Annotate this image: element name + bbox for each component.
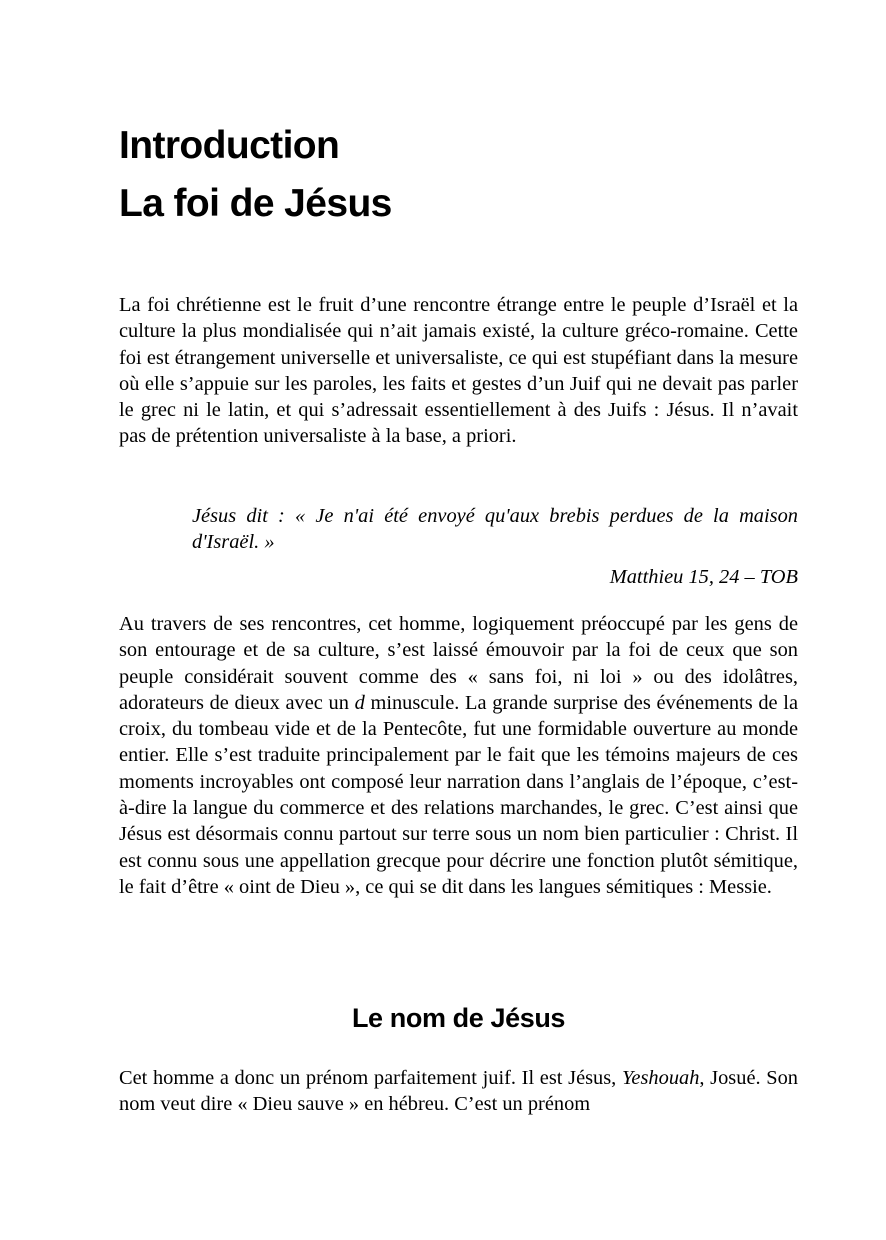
bible-quote: Jésus dit : « Je n'ai été envoyé qu'aux brebis perdues de la maison d'Israël. » (192, 505, 798, 554)
paragraph-2-italic-d: d (354, 691, 365, 714)
paragraph-3-italic-name: Yeshouah (621, 1067, 700, 1089)
chapter-title-line-1: Introduction (119, 124, 340, 167)
paragraph-3-part-2: , Josué. Son nom veut dire « Dieu sauve » en hébreu. C’est un prénom (119, 1067, 798, 1116)
section-heading: Le nom de Jésus (351, 1003, 566, 1033)
bible-quote-reference: Matthieu 15, 24 – TOB (609, 566, 798, 588)
paragraph-3-part-1: Cet homme a donc un prénom parfaitement juif. Il est Jésus, (119, 1067, 622, 1089)
paragraph-2-part-1: Au travers de ses rencontres, cet homme, logiquement préoccupé par les gens de son entourage et de sa culture, s’est laissé émouvoir par la foi de ceux que son peuple considérait souvent comme des « sans foi, ni loi » ou des idolâtres, adorateurs de dieux avec un (119, 613, 798, 714)
chapter-title-line-2: La foi de Jésus (119, 182, 392, 225)
chapter-title (119, 117, 392, 233)
paragraph-2-part-2: minuscule. La grande surprise des événements de la croix, du tombeau vide et de la Pentecôte, fut une formidable ouverture au monde entier. Elle s’est traduite principalement par le fait que les témoins majeurs de ces moments incroyables ont composé leur narration dans l’anglais de l’époque, c’est-à-dire la langue du commerce et des relations marchandes, le grec. C’est ainsi que Jésus est désormais connu partout sur terre sous un nom bien particulier : Christ. Il est connu sous une appellation grecque pour décrire une fonction plutôt sémitique, le fait d’être « oint de Dieu », ce qui se dit dans les langues sémitiques : Messie. (119, 691, 798, 898)
paragraph-2 (119, 611, 798, 900)
paragraph-3 (119, 1065, 798, 1118)
paragraph-1: La foi chrétienne est le fruit d’une rencontre étrange entre le peuple d’Israël et la culture la plus mondialisée qui n’ait jamais existé, la culture gréco-romaine. Cette foi est étrangement universelle et universaliste, ce qui est stupéfiant dans la mesure où elle s’appuie sur les paroles, les faits et gestes d’un Juif qui ne devait pas parler le grec ni le latin, et qui s’adressait essentiellement à des Juifs : Jésus. Il n’avait pas de prétention universaliste à la base, a priori. (119, 294, 798, 448)
